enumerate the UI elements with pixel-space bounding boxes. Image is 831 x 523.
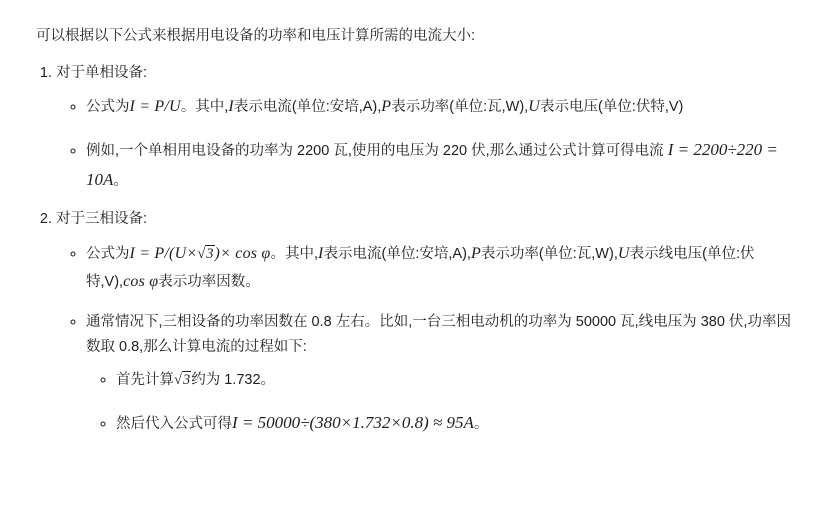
step-sqrt-value: 约为 1.732。 <box>191 372 276 389</box>
step-result-formula: I = 50000÷(380×1.732×0.8) ≈ 95A <box>232 413 474 433</box>
symbol-power: P <box>470 244 481 262</box>
list-item <box>116 368 803 393</box>
example-single-phase-tail: 。 <box>113 172 128 189</box>
list-item-single-phase <box>56 62 803 195</box>
symbol-power: P <box>381 97 392 115</box>
single-phase-sublist <box>56 93 803 195</box>
desc-power-factor: 表示功率因数。 <box>158 273 260 290</box>
formula-list <box>34 62 803 438</box>
formula-lead: 公式为 <box>86 98 130 115</box>
formula-rest: 。其中, <box>180 98 229 115</box>
desc-current: 表示电流(单位:安培,A), <box>233 98 382 115</box>
three-phase-sublist <box>56 240 803 438</box>
formula-lead: 公式为 <box>86 245 130 262</box>
example-three-phase-text: 通常情况下,三相设备的功率因数在 0.8 左右。比如,一台三相电动机的功率为 50000 瓦,线电压为 380 伏,功率因数取 0.8,那么计算电流的过程如下: <box>86 313 791 355</box>
formula-single-phase: I = P/U <box>129 97 181 115</box>
formula-three-phase-post: )× cos φ <box>214 244 271 262</box>
step-result-text: 然后代入公式可得 <box>116 416 232 433</box>
list-item <box>86 93 803 121</box>
symbol-current: I <box>317 244 324 262</box>
sqrt-symbol: √3 <box>197 245 214 262</box>
intro-paragraph: 可以根据以下公式来根据用电设备的功率和电压计算所需的电流大小: <box>36 28 476 44</box>
formula-rest: 。其中, <box>270 245 318 262</box>
symbol-power-factor: cos φ <box>123 272 159 290</box>
example-single-phase-formula: I = 2200÷220 = 10A <box>86 139 778 189</box>
list-item <box>86 310 803 438</box>
list-item <box>86 135 803 195</box>
sqrt-symbol: √3 <box>174 372 191 389</box>
desc-line-voltage: 表示线电压(单位:伏特,V), <box>86 245 755 290</box>
symbol-voltage: U <box>528 97 540 115</box>
desc-power: 表示功率(单位:瓦,W), <box>391 98 529 115</box>
symbol-line-voltage: U <box>617 244 630 262</box>
calculation-steps <box>86 368 803 438</box>
step-result-tail: 。 <box>473 416 489 433</box>
desc-current: 表示电流(单位:安培,A), <box>323 245 471 262</box>
example-single-phase-text: 例如,一个单相用电设备的功率为 2200 瓦,使用的电压为 220 伏,那么通过公式计算可得电流 <box>86 142 664 159</box>
three-phase-title: 2. 对于三相设备: <box>56 211 148 228</box>
desc-voltage: 表示电压(单位:伏特,V) <box>539 98 684 115</box>
symbol-current: I <box>228 97 234 115</box>
list-item <box>86 240 803 296</box>
step-sqrt-text: 首先计算 <box>116 372 174 389</box>
sqrt-radicand: 3 <box>206 245 214 262</box>
sqrt-radicand: 3 <box>182 372 191 389</box>
single-phase-title: 1. 对于单相设备: <box>56 64 148 81</box>
list-item <box>116 409 803 438</box>
list-item-three-phase <box>56 208 803 437</box>
formula-three-phase-pre: I = P/(U× <box>129 244 198 262</box>
desc-power: 表示功率(单位:瓦,W), <box>480 245 618 262</box>
